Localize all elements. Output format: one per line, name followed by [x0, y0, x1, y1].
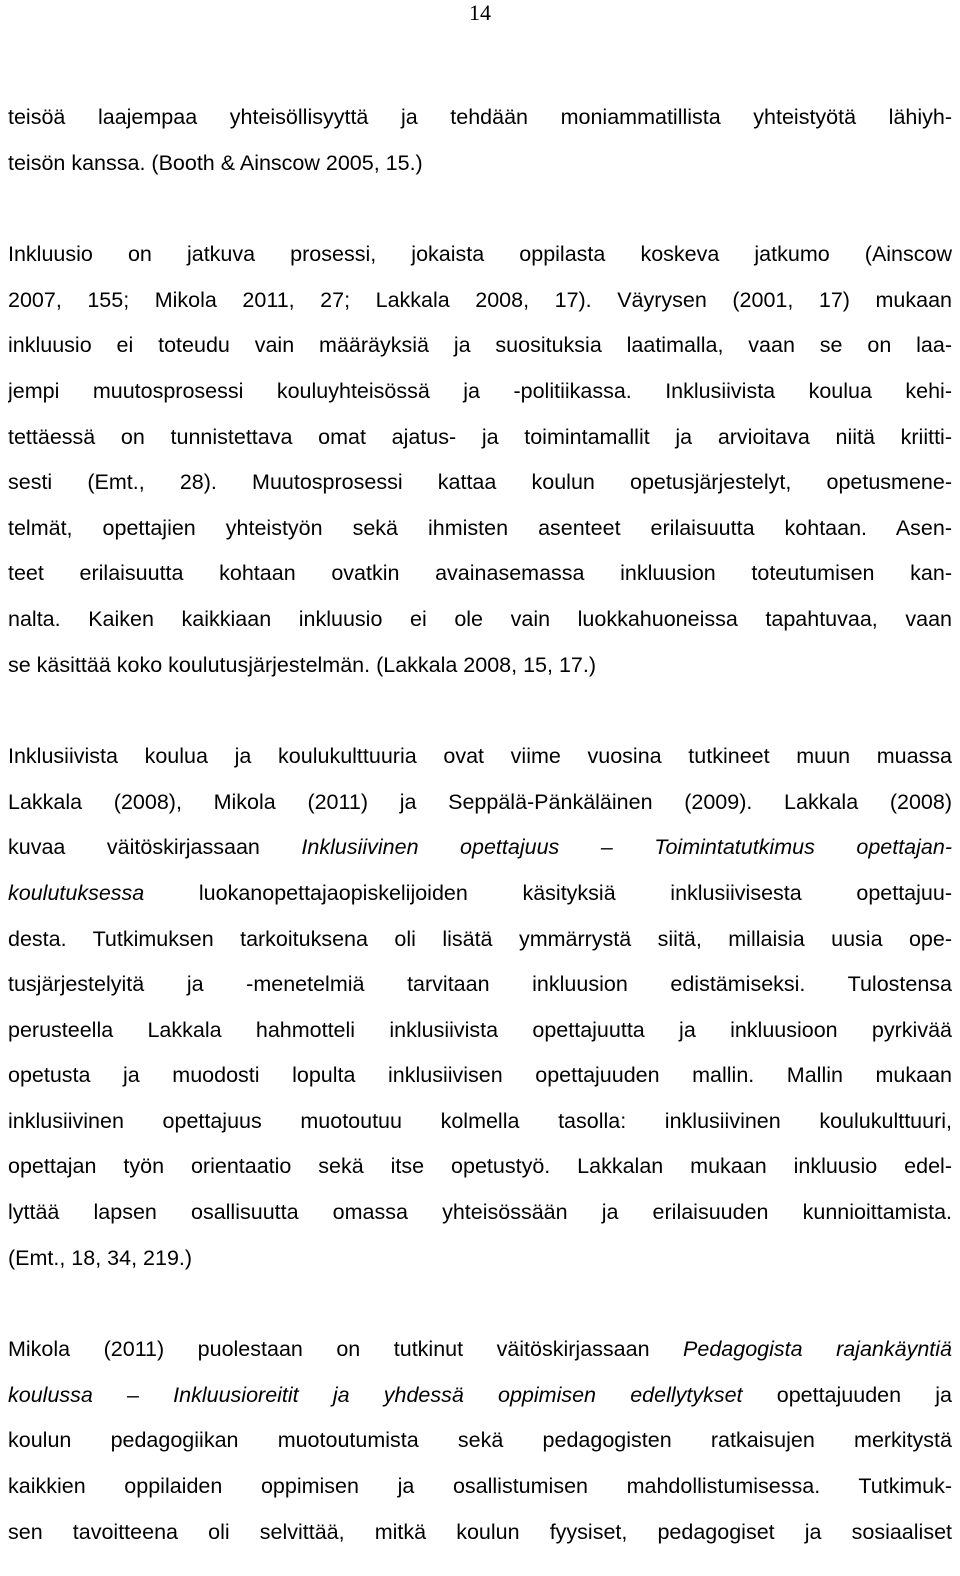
text-line: [8, 597, 952, 643]
text-segment: inklusiivinen opettajuus muotoutuu kolmella tasolla: inklusiivinen koulukulttuuri,: [8, 1108, 952, 1133]
paragraph: [8, 734, 952, 1281]
text-segment: 2007, 155; Mikola 2011, 27; Lakkala 2008, 17). Väyrysen (2001, 17) mukaan: [8, 287, 952, 312]
text-segment: inkluusio ei toteudu vain määräyksiä ja suosituksia laatimalla, vaan se on laa-: [8, 333, 952, 358]
text-line: [8, 323, 952, 369]
text-line: [8, 369, 952, 415]
text-segment: nalta. Kaiken kaikkiaan inkluusio ei ole vain luokkahuoneissa tapahtuvaa, vaan: [8, 606, 952, 631]
text-line: [8, 506, 952, 552]
text-segment: tusjärjestelyitä ja -menetelmiä tarvitaan inkluusion edistämiseksi. Tulostensa: [8, 972, 952, 997]
text-line: [8, 1373, 952, 1419]
text-line: [8, 643, 952, 689]
text-line: [8, 962, 952, 1008]
text-segment: Inklusiivista koulua ja koulukulttuuria ovat viime vuosina tutkineet muun muassa: [8, 744, 952, 769]
text-segment: Mikola (2011) puolestaan on tutkinut väitöskirjassaan: [8, 1337, 684, 1362]
text-line: [8, 1008, 952, 1054]
text-segment: teet erilaisuutta kohtaan ovatkin avainasemassa inkluusion toteutumisen kan-: [8, 561, 952, 586]
text-line: [8, 95, 952, 141]
text-line: [8, 1510, 952, 1556]
italic-title: koulussa – Inkluusioreitit ja yhdessä oppimisen edellytykset: [8, 1382, 743, 1407]
text-line: [8, 917, 952, 963]
text-segment: Inkluusio on jatkuva prosessi, jokaista oppilasta koskeva jatkumo (Ainscow: [8, 242, 952, 267]
body-text: [8, 95, 952, 1555]
text-segment: (Emt., 18, 34, 219.): [8, 1245, 193, 1270]
paragraph-gap: [8, 688, 952, 734]
text-line: [8, 1327, 952, 1373]
text-segment: teisön kanssa. (Booth & Ainscow 2005, 15.): [8, 150, 423, 175]
text-segment: Lakkala (2008), Mikola (2011) ja Seppälä-Pänkäläinen (2009). Lakkala (2008): [8, 789, 952, 814]
text-line: [8, 278, 952, 324]
text-line: [8, 1144, 952, 1190]
text-segment: opettajan työn orientaatio sekä itse opetustyö. Lakkalan mukaan inkluusio edel-: [8, 1154, 952, 1179]
text-segment: lyttää lapsen osallisuutta omassa yhteisössään ja erilaisuuden kunnioittamista.: [8, 1200, 952, 1225]
text-segment: koulun pedagogiikan muotoutumista sekä pedagogisten ratkaisujen merkitystä: [8, 1428, 952, 1453]
text-line: [8, 1236, 952, 1282]
text-line: [8, 1418, 952, 1464]
paragraph: [8, 95, 952, 186]
text-segment: tettäessä on tunnistettava omat ajatus- ja toimintamallit ja arvioitava niitä kriitti-: [8, 424, 952, 449]
text-segment: desta. Tutkimuksen tarkoituksena oli lisätä ymmärrystä siitä, millaisia uusia ope-: [8, 926, 952, 951]
text-line: [8, 871, 952, 917]
text-line: [8, 1099, 952, 1145]
text-line: [8, 460, 952, 506]
paragraph-gap: [8, 1281, 952, 1327]
text-line: [8, 1053, 952, 1099]
text-line: [8, 415, 952, 461]
text-segment: opettajuuden ja: [742, 1382, 952, 1407]
italic-title: Pedagogista rajankäyntiä: [683, 1337, 952, 1362]
italic-title: koulutuksessa: [8, 880, 145, 905]
text-segment: kuvaa väitöskirjassaan: [8, 835, 302, 860]
text-segment: sesti (Emt., 28). Muutosprosessi kattaa koulun opetusjärjestelyt, opetusmene-: [8, 470, 952, 495]
italic-title: Inklusiivinen opettajuus – Toimintatutkimus opettajan-: [301, 835, 952, 860]
text-line: [8, 141, 952, 187]
text-line: [8, 1464, 952, 1510]
text-line: [8, 1190, 952, 1236]
text-segment: jempi muutosprosessi kouluyhteisössä ja -politiikassa. Inklusiivista koulua kehi-: [8, 378, 952, 403]
text-segment: teisöä laajempaa yhteisöllisyyttä ja tehdään moniammatillista yhteistyötä lähiyh-: [8, 105, 952, 129]
text-segment: sen tavoitteena oli selvittää, mitkä koulun fyysiset, pedagogiset ja sosiaaliset: [8, 1519, 952, 1544]
page-number: 14: [469, 0, 491, 25]
paragraph: [8, 1327, 952, 1555]
text-segment: telmät, opettajien yhteistyön sekä ihmisten asenteet erilaisuutta kohtaan. Asen-: [8, 515, 952, 540]
text-line: [8, 780, 952, 826]
paragraph-gap: [8, 186, 952, 232]
text-line: [8, 551, 952, 597]
text-segment: se käsittää koko koulutusjärjestelmän. (Lakkala 2008, 15, 17.): [8, 652, 596, 677]
text-segment: kaikkien oppilaiden oppimisen ja osallistumisen mahdollistumisessa. Tutkimuk-: [8, 1474, 952, 1499]
text-line: [8, 734, 952, 780]
text-segment: perusteella Lakkala hahmotteli inklusiivista opettajuutta ja inkluusioon pyrkivää: [8, 1017, 952, 1042]
text-segment: opetusta ja muodosti lopulta inklusiivisen opettajuuden mallin. Mallin mukaan: [8, 1063, 952, 1088]
text-line: [8, 232, 952, 278]
text-segment: luokanopettajaopiskelijoiden käsityksiä inklusiivisesta opettajuu-: [144, 880, 952, 905]
text-line: [8, 825, 952, 871]
paragraph: [8, 232, 952, 688]
